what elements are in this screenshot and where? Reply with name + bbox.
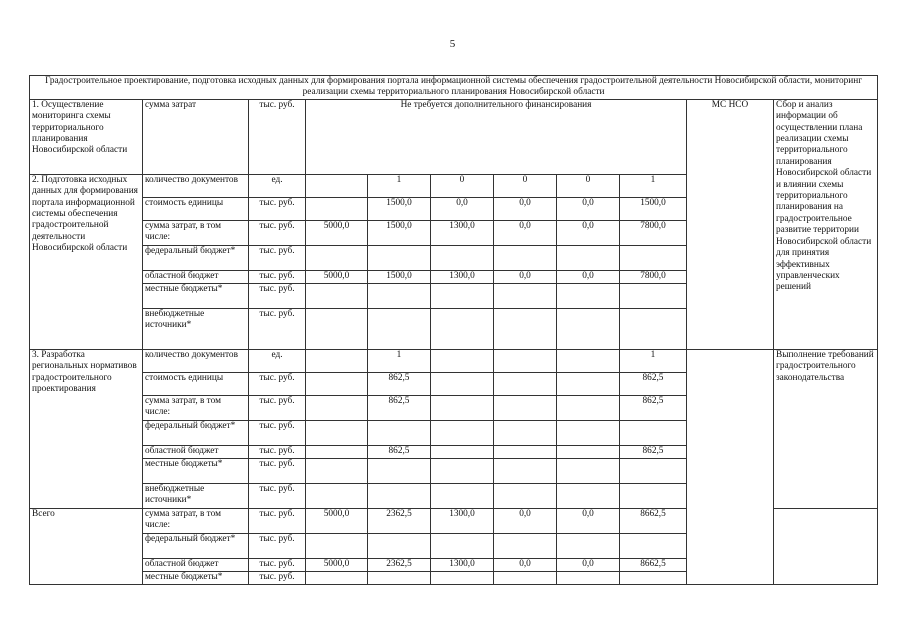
value-cell (494, 245, 557, 270)
value-cell: 0,0 (494, 197, 557, 220)
value-cell: 2362,5 (368, 558, 431, 571)
row-unit: тыс. руб. (249, 420, 306, 445)
row-unit: ед. (249, 349, 306, 372)
value-cell (620, 308, 687, 349)
value-cell (306, 458, 368, 483)
section1-note: Не требуется дополнительного финансирования (306, 99, 687, 174)
value-cell (557, 445, 620, 458)
value-cell (431, 395, 494, 420)
row-indicator: стоимость единицы (143, 197, 249, 220)
value-cell (431, 483, 494, 508)
value-cell (620, 420, 687, 445)
value-cell: 1300,0 (431, 270, 494, 283)
table-row (30, 99, 878, 174)
value-cell (368, 533, 431, 558)
value-cell (557, 571, 620, 584)
value-cell: 0 (494, 174, 557, 197)
value-cell (494, 445, 557, 458)
row-unit: тыс. руб. (249, 483, 306, 508)
value-cell (306, 308, 368, 349)
row-unit: тыс. руб. (249, 458, 306, 483)
value-cell (431, 445, 494, 458)
row-unit: тыс. руб. (249, 533, 306, 558)
table-header-title: Градостроительное проектирование, подготовка исходных данных для формирования портала информационной системы обеспечения градостроительной деятельности Новосибирской области, мониторинг реализации схемы территориального планирования Новосибирской области (30, 76, 878, 100)
row-unit: тыс. руб. (249, 571, 306, 584)
value-cell: 0,0 (494, 558, 557, 571)
row-indicator: федеральный бюджет* (143, 533, 249, 558)
value-cell: 0 (431, 174, 494, 197)
row-unit: тыс. руб. (249, 245, 306, 270)
value-cell (557, 420, 620, 445)
value-cell: 0,0 (557, 558, 620, 571)
value-cell (494, 420, 557, 445)
value-cell: 0,0 (494, 220, 557, 245)
value-cell (494, 283, 557, 308)
value-cell: 862,5 (620, 445, 687, 458)
row-unit: ед. (249, 174, 306, 197)
row-unit: тыс. руб. (249, 197, 306, 220)
row-unit: тыс. руб. (249, 220, 306, 245)
row-indicator: стоимость единицы (143, 372, 249, 395)
result-empty-cell (774, 508, 878, 584)
value-cell (620, 283, 687, 308)
value-cell: 1500,0 (368, 270, 431, 283)
value-cell: 1300,0 (431, 508, 494, 533)
value-cell: 0,0 (557, 508, 620, 533)
value-cell: 5000,0 (306, 220, 368, 245)
value-cell (620, 533, 687, 558)
row-indicator: количество документов (143, 174, 249, 197)
row-unit: тыс. руб. (249, 283, 306, 308)
value-cell (557, 372, 620, 395)
value-cell (306, 571, 368, 584)
value-cell (557, 395, 620, 420)
value-cell: 1500,0 (620, 197, 687, 220)
table-row (30, 349, 878, 372)
value-cell (557, 308, 620, 349)
row-indicator: областной бюджет (143, 558, 249, 571)
value-cell (368, 420, 431, 445)
value-cell (306, 445, 368, 458)
row-indicator: областной бюджет (143, 445, 249, 458)
value-cell: 5000,0 (306, 558, 368, 571)
value-cell (431, 349, 494, 372)
row-indicator: внебюджетные источники* (143, 308, 249, 349)
result-cell-3: Выполнение требований градостроительного законодательства (774, 349, 878, 508)
value-cell: 7800,0 (620, 220, 687, 245)
value-cell (620, 483, 687, 508)
value-cell (368, 483, 431, 508)
value-cell (620, 245, 687, 270)
row-indicator: федеральный бюджет* (143, 245, 249, 270)
value-cell (431, 420, 494, 445)
row-unit: тыс. руб. (249, 308, 306, 349)
value-cell: 862,5 (368, 372, 431, 395)
value-cell (306, 483, 368, 508)
value-cell (494, 395, 557, 420)
executor-empty-cell (687, 349, 774, 584)
row-unit: тыс. руб. (249, 445, 306, 458)
value-cell: 0,0 (557, 197, 620, 220)
value-cell (557, 458, 620, 483)
value-cell (557, 349, 620, 372)
row-indicator: количество документов (143, 349, 249, 372)
row-indicator: местные бюджеты* (143, 283, 249, 308)
value-cell (494, 349, 557, 372)
value-cell: 0,0 (431, 197, 494, 220)
program-table (29, 75, 878, 585)
executor-cell: МС НСО (687, 99, 774, 349)
value-cell (306, 395, 368, 420)
value-cell (494, 308, 557, 349)
value-cell: 1500,0 (368, 197, 431, 220)
row-unit: тыс. руб. (249, 558, 306, 571)
value-cell: 862,5 (368, 395, 431, 420)
value-cell (431, 571, 494, 584)
value-cell: 8662,5 (620, 558, 687, 571)
value-cell (620, 458, 687, 483)
value-cell (368, 571, 431, 584)
table-header-row (30, 76, 878, 100)
value-cell (431, 372, 494, 395)
value-cell (557, 245, 620, 270)
value-cell: 1300,0 (431, 558, 494, 571)
row-indicator: местные бюджеты* (143, 571, 249, 584)
value-cell: 862,5 (368, 445, 431, 458)
row-unit: тыс. руб. (249, 395, 306, 420)
value-cell (306, 283, 368, 308)
section2-title: 2. Подготовка исходных данных для формирования портала информационной системы обеспечения градостроительной деятельности Новосибирской области (30, 174, 143, 349)
value-cell: 1 (620, 174, 687, 197)
value-cell: 5000,0 (306, 270, 368, 283)
row-indicator: областной бюджет (143, 270, 249, 283)
value-cell: 0,0 (557, 270, 620, 283)
value-cell (494, 372, 557, 395)
value-cell: 1300,0 (431, 220, 494, 245)
value-cell (557, 283, 620, 308)
value-cell (431, 245, 494, 270)
value-cell (368, 308, 431, 349)
section1-indicator: сумма затрат (143, 99, 249, 174)
value-cell (557, 483, 620, 508)
row-indicator: федеральный бюджет* (143, 420, 249, 445)
page-number: 5 (449, 38, 456, 50)
value-cell (306, 197, 368, 220)
value-cell (368, 283, 431, 308)
value-cell: 1500,0 (368, 220, 431, 245)
value-cell: 0,0 (494, 270, 557, 283)
row-indicator: сумма затрат, в том числе: (143, 395, 249, 420)
row-indicator: сумма затрат, в том числе: (143, 220, 249, 245)
value-cell: 862,5 (620, 395, 687, 420)
value-cell (306, 533, 368, 558)
value-cell (306, 420, 368, 445)
value-cell (431, 308, 494, 349)
value-cell (494, 483, 557, 508)
value-cell (306, 174, 368, 197)
value-cell (494, 571, 557, 584)
section1-unit: тыс. руб. (249, 99, 306, 174)
value-cell: 0,0 (557, 220, 620, 245)
value-cell (494, 533, 557, 558)
value-cell (557, 533, 620, 558)
value-cell: 1 (368, 174, 431, 197)
value-cell (431, 458, 494, 483)
row-indicator: внебюджетные источники* (143, 483, 249, 508)
row-unit: тыс. руб. (249, 508, 306, 533)
value-cell (368, 458, 431, 483)
value-cell (368, 245, 431, 270)
row-indicator: местные бюджеты* (143, 458, 249, 483)
row-unit: тыс. руб. (249, 270, 306, 283)
total-title: Всего (30, 508, 143, 584)
value-cell (431, 283, 494, 308)
value-cell: 7800,0 (620, 270, 687, 283)
row-unit: тыс. руб. (249, 372, 306, 395)
value-cell: 5000,0 (306, 508, 368, 533)
value-cell: 1 (368, 349, 431, 372)
value-cell: 8662,5 (620, 508, 687, 533)
value-cell: 862,5 (620, 372, 687, 395)
value-cell (620, 571, 687, 584)
row-indicator: сумма затрат, в том числе: (143, 508, 249, 533)
value-cell (306, 372, 368, 395)
section3-title: 3. Разработка региональных нормативов градостроительного проектирования (30, 349, 143, 508)
value-cell: 0 (557, 174, 620, 197)
value-cell: 0,0 (494, 508, 557, 533)
value-cell (306, 245, 368, 270)
value-cell: 1 (620, 349, 687, 372)
value-cell (431, 533, 494, 558)
value-cell: 2362,5 (368, 508, 431, 533)
result-cell-1: Сбор и анализ информации об осуществлении плана реализации схемы территориального планирования Новосибирской области и влиянии схемы территориального планирования на градостроительное развитие территории Новосибирской области для принятия эффективных управленческих решений (774, 99, 878, 349)
section1-title: 1. Осуществление мониторинга схемы территориального планирования Новосибирской области (30, 99, 143, 174)
value-cell (306, 349, 368, 372)
value-cell (494, 458, 557, 483)
